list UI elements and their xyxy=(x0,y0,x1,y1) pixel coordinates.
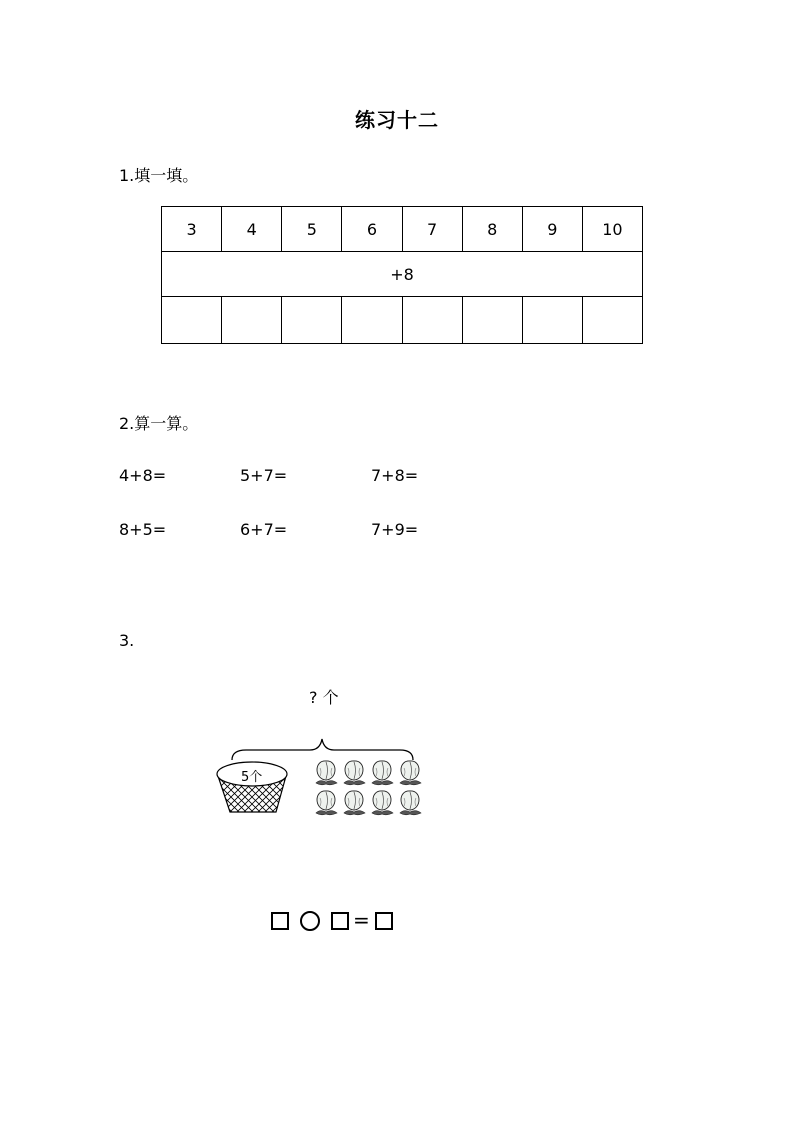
peach-icon xyxy=(344,791,365,815)
number-row xyxy=(162,207,643,252)
answer-cell[interactable] xyxy=(282,297,342,344)
number-cell: 5 xyxy=(282,207,342,252)
expression: 8+5= xyxy=(119,520,167,539)
expression: 7+8= xyxy=(371,466,419,485)
peach-icon xyxy=(400,761,421,785)
fill-table xyxy=(161,206,643,344)
peach-icon xyxy=(316,791,337,815)
expression: 6+7= xyxy=(240,520,288,539)
peach-group xyxy=(316,761,421,815)
answer-row xyxy=(162,297,643,344)
equals-sign: = xyxy=(353,908,370,932)
peach-icon xyxy=(372,761,393,785)
number-cell: 8 xyxy=(462,207,522,252)
number-cell: 10 xyxy=(582,207,642,252)
operator-circle[interactable] xyxy=(300,911,320,931)
answer-cell[interactable] xyxy=(162,297,222,344)
page-title: 练习十二 xyxy=(355,108,439,132)
number-cell: 3 xyxy=(162,207,222,252)
section-2-heading: 2.算一算。 xyxy=(119,414,199,433)
answer-cell[interactable] xyxy=(342,297,402,344)
operation-cell: +8 xyxy=(162,252,643,297)
number-cell: 9 xyxy=(522,207,582,252)
section-3-heading: 3. xyxy=(119,631,135,650)
question-label: ? 个 xyxy=(309,688,339,707)
peach-icon xyxy=(400,791,421,815)
answer-cell[interactable] xyxy=(582,297,642,344)
peach-icon xyxy=(372,791,393,815)
operation-row xyxy=(162,252,643,297)
answer-cell[interactable] xyxy=(522,297,582,344)
number-cell: 4 xyxy=(222,207,282,252)
expression: 5+7= xyxy=(240,466,288,485)
brace-icon xyxy=(232,739,413,760)
expression: 7+9= xyxy=(371,520,419,539)
answer-cell[interactable] xyxy=(462,297,522,344)
answer-cell[interactable] xyxy=(222,297,282,344)
answer-box[interactable] xyxy=(375,912,393,930)
answer-box[interactable] xyxy=(331,912,349,930)
answer-box[interactable] xyxy=(271,912,289,930)
number-cell: 7 xyxy=(402,207,462,252)
answer-cell[interactable] xyxy=(402,297,462,344)
peach-icon xyxy=(344,761,365,785)
section-1-heading: 1.填一填。 xyxy=(119,166,199,185)
peach-icon xyxy=(316,761,337,785)
expression: 4+8= xyxy=(119,466,167,485)
number-cell: 6 xyxy=(342,207,402,252)
basket-label: 5个 xyxy=(241,770,263,785)
